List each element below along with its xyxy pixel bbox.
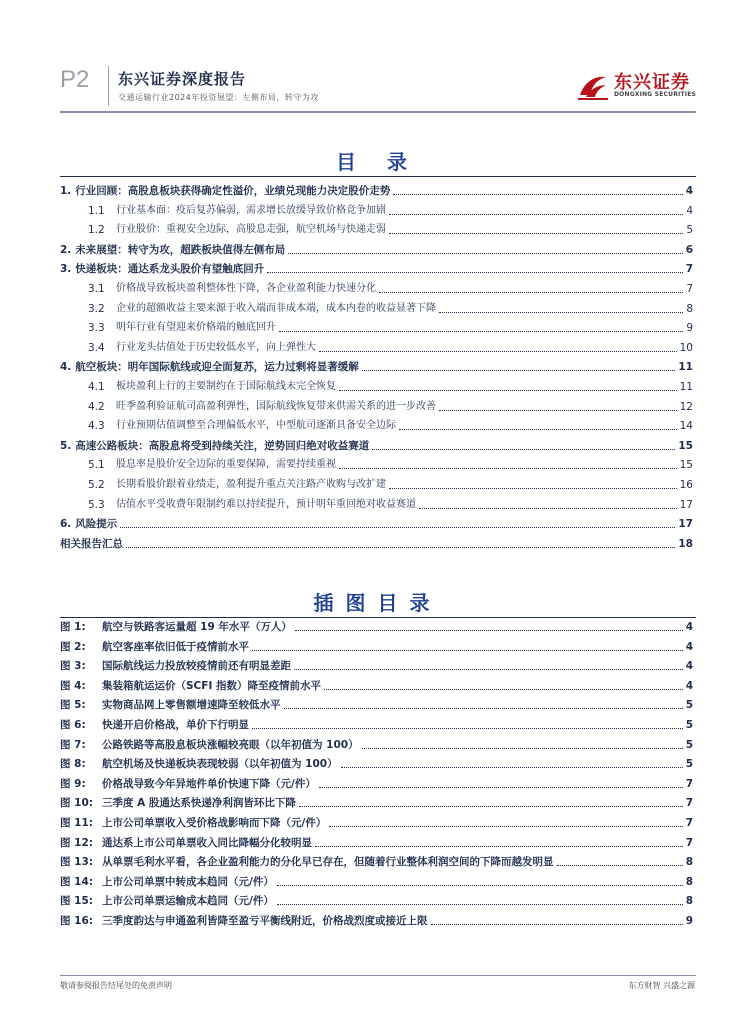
- toc-entry[interactable]: [88, 417, 693, 433]
- dot-leader: [439, 410, 677, 411]
- entry-page-number: 5: [686, 224, 693, 237]
- entry-number: 图 15:: [60, 895, 93, 908]
- entry-number: 4.: [60, 361, 72, 374]
- figure-entry[interactable]: [60, 716, 693, 732]
- figure-entry[interactable]: [60, 677, 693, 693]
- entry-text: 快递开启价格战，单价下行明显: [102, 719, 249, 731]
- entry-page-number: 4: [685, 621, 693, 633]
- entry-text: 行业股价：重视安全边际，高股息走强，航空机场与快递走弱: [116, 224, 386, 236]
- entry-text: 风险提示: [75, 518, 118, 531]
- entry-page-number: 9: [685, 915, 693, 927]
- entry-page-number: 18: [678, 537, 693, 550]
- company-logo: [576, 66, 696, 106]
- footer-disclaimer: 敬请参阅报告结尾处的免责声明: [60, 981, 172, 990]
- entry-page-number: 7: [685, 797, 693, 810]
- entry-page-number: 16: [679, 479, 693, 491]
- entry-text: 三季度韵达与申通盈利皆降至盈亏平衡线附近，价格战烈度或接近上限: [102, 915, 428, 927]
- toc-entry[interactable]: [60, 241, 693, 257]
- entry-text: 估值水平受收费年限制约难以持续提升，预计明年重回绝对收益赛道: [116, 498, 416, 510]
- entry-text: 行业龙头估值处于历史较低水平，向上弹性大: [116, 341, 316, 353]
- figures-title: 插图目录: [313, 591, 442, 615]
- dot-leader: [393, 194, 682, 195]
- dot-leader: [431, 924, 683, 925]
- dot-leader: [389, 214, 683, 215]
- header-separator: [108, 66, 109, 106]
- entry-number: 3.3: [88, 322, 105, 335]
- entry-number: 图 1:: [60, 621, 86, 633]
- toc-entry[interactable]: [60, 515, 693, 531]
- entry-text: 行业基本面：疫后复苏偏弱，需求增长放缓导致价格竞争加剧: [116, 204, 386, 216]
- entry-page-number: 7: [686, 283, 693, 295]
- entry-text: 公路铁路等高股息板块涨幅较亮眼（以年初值为 100）: [102, 738, 359, 751]
- entry-text: 行业预期估值调整至合理偏低水平，中型航司逐渐具备安全边际: [116, 420, 396, 432]
- dot-leader: [389, 488, 677, 489]
- dot-leader: [120, 527, 675, 528]
- entry-page-number: 8: [685, 856, 693, 869]
- entry-text: 快递板块：通达系龙头股价有望触底回升: [75, 263, 265, 276]
- entry-text: 实物商品网上零售额增速降至较低水平: [102, 699, 281, 712]
- toc-entry[interactable]: [88, 221, 693, 237]
- toc-entry[interactable]: [88, 202, 693, 218]
- entry-page-number: 4: [685, 679, 693, 692]
- entry-number: 3.: [60, 263, 72, 276]
- header-rule: [60, 111, 696, 113]
- entry-page-number: 7: [685, 836, 693, 849]
- dot-leader: [362, 748, 683, 749]
- entry-text: 航空机场及快递板块表现较弱（以年初值为 100）: [102, 758, 338, 771]
- entry-text: 通达系上市公司单票收入同比降幅分化较明显: [102, 836, 312, 849]
- dot-leader: [267, 272, 682, 273]
- entry-page-number: 17: [679, 498, 693, 511]
- entry-number: 4.3: [88, 420, 105, 433]
- entry-number: 图 12:: [60, 836, 93, 849]
- entry-text: 航空板块：明年国际航线或迎全面复苏，运力过剩将显著缓解: [75, 361, 359, 374]
- dot-leader: [284, 708, 683, 709]
- entry-text: 价格战导致板块盈利整体性下降，各企业盈利能力快速分化: [116, 283, 376, 294]
- entry-text: 板块盈利上行的主要制约在于国际航线未完全恢复: [116, 381, 336, 392]
- dot-leader: [277, 904, 683, 905]
- figure-entry[interactable]: [60, 755, 693, 771]
- entry-number: 1.2: [88, 224, 105, 237]
- entry-page-number: 8: [685, 895, 693, 908]
- entry-text: 价格战导致今年异地件单价快速下降（元/件）: [102, 777, 316, 790]
- entry-number: 5.2: [88, 479, 105, 491]
- entry-number: 图 6:: [60, 719, 86, 731]
- entry-number: 2.: [60, 243, 72, 256]
- entry-page-number: 4: [685, 640, 693, 653]
- entry-page-number: 7: [685, 817, 693, 829]
- page-header: [0, 0, 755, 125]
- figure-entry[interactable]: [60, 657, 693, 673]
- toc-entry[interactable]: [88, 280, 693, 296]
- figure-entry[interactable]: [60, 873, 693, 889]
- entry-page-number: 14: [679, 420, 693, 433]
- entry-page-number: 7: [685, 263, 693, 276]
- dot-leader: [439, 312, 683, 313]
- dot-leader: [372, 449, 675, 450]
- dot-leader: [288, 253, 682, 254]
- entry-number: 图 8:: [60, 758, 86, 771]
- toc-entry[interactable]: [60, 535, 693, 551]
- entry-number: 3.2: [88, 302, 105, 315]
- figure-entry[interactable]: [60, 853, 693, 869]
- dot-leader: [339, 390, 677, 391]
- entry-text: 航空与铁路客运量超 19 年水平（万人）: [102, 621, 292, 633]
- report-subtitle: 交通运输行业2024年投资展望：左侧布局，转守为攻: [118, 93, 319, 102]
- entry-page-number: 11: [679, 381, 693, 393]
- entry-number: 图 5:: [60, 699, 86, 712]
- entry-page-number: 11: [678, 361, 693, 374]
- figure-entry[interactable]: [60, 736, 693, 752]
- toc-entry[interactable]: [88, 476, 693, 492]
- figure-entry[interactable]: [60, 912, 693, 928]
- logo-text-cn: 东兴证券: [614, 72, 690, 93]
- entry-text: 从单票毛利水平看，各企业盈利能力的分化早已存在，但随着行业整体利润空间的下降而越发明显: [102, 856, 554, 869]
- entry-text: 航空客座率依旧低于疫情前水平: [102, 640, 249, 653]
- entry-text: 三季度 A 股通达系快递净利润皆环比下降: [102, 797, 296, 810]
- dot-leader: [379, 292, 683, 293]
- entry-text: 明年行业有望迎来价格端的触底回升: [116, 322, 276, 334]
- entry-page-number: 4: [685, 660, 693, 673]
- dot-leader: [295, 630, 683, 631]
- page-number: P2: [60, 66, 90, 93]
- figure-entry[interactable]: [60, 834, 693, 850]
- dot-leader: [299, 806, 683, 807]
- dot-leader: [389, 233, 683, 234]
- dot-leader: [557, 865, 683, 866]
- figure-entry[interactable]: [60, 618, 693, 634]
- toc-entry[interactable]: [88, 319, 693, 335]
- logo-emblem-icon: [576, 69, 610, 103]
- entry-page-number: 5: [685, 699, 693, 712]
- entry-number: 图 14:: [60, 875, 93, 888]
- toc-entry[interactable]: [88, 378, 693, 394]
- entry-page-number: 8: [686, 302, 693, 315]
- entry-page-number: 5: [685, 738, 693, 751]
- entry-text: 上市公司单票运输成本趋同（元/件）: [102, 895, 274, 908]
- entry-number: 5.1: [88, 459, 105, 472]
- entry-text: 相关报告汇总: [60, 537, 123, 550]
- entry-page-number: 5: [685, 719, 693, 731]
- dot-leader: [362, 370, 676, 371]
- entry-page-number: 17: [678, 518, 693, 531]
- toc-entry[interactable]: [88, 398, 693, 414]
- entry-number: 4.2: [88, 400, 105, 413]
- entry-number: 5.3: [88, 498, 105, 511]
- dot-leader: [324, 689, 683, 690]
- entry-text: 上市公司单票中转成本趋同（元/件）: [102, 875, 274, 888]
- dot-leader: [419, 508, 677, 509]
- dot-leader: [315, 846, 683, 847]
- footer-rule: [60, 975, 696, 976]
- entry-number: 6.: [60, 518, 72, 531]
- figure-entry[interactable]: [60, 892, 693, 908]
- entry-number: 图 2:: [60, 640, 86, 653]
- entry-number: 图 11:: [60, 817, 93, 829]
- entry-page-number: 12: [679, 400, 693, 413]
- entry-text: 长期看股价跟着业绩走，盈利提升重点关注路产收购与改扩建: [116, 479, 386, 490]
- figure-entry[interactable]: [60, 775, 693, 791]
- entry-number: 图 4:: [60, 679, 86, 692]
- report-title: 东兴证券深度报告: [118, 70, 247, 88]
- toc-entry[interactable]: [88, 456, 693, 472]
- entry-number: 4.1: [88, 381, 105, 393]
- footer-slogan: 东方财智 兴盛之源: [628, 981, 695, 990]
- dot-leader: [252, 728, 683, 729]
- entry-number: 图 13:: [60, 856, 93, 869]
- entry-number: 5.: [60, 439, 72, 452]
- dot-leader: [319, 351, 677, 352]
- entry-text: 国际航线运力投放较疫情前还有明显差距: [102, 660, 291, 673]
- entry-page-number: 9: [686, 322, 693, 335]
- entry-page-number: 4: [685, 185, 693, 197]
- figure-entry[interactable]: [60, 638, 693, 654]
- entry-page-number: 8: [685, 875, 693, 888]
- entry-text: 集装箱航运运价（SCFI 指数）降至疫情前水平: [102, 679, 322, 692]
- toc-entry[interactable]: [88, 300, 693, 316]
- dot-leader: [339, 468, 677, 469]
- entry-number: 1.: [60, 185, 72, 197]
- figure-entry[interactable]: [60, 794, 693, 810]
- dot-leader: [279, 331, 683, 332]
- entry-number: 图 16:: [60, 915, 93, 927]
- entry-number: 1.1: [88, 204, 105, 217]
- entry-page-number: 15: [678, 439, 693, 452]
- entry-page-number: 5: [685, 758, 693, 771]
- entry-text: 上市公司单票收入受价格战影响而下降（元/件）: [102, 817, 327, 829]
- toc-entry[interactable]: [60, 182, 693, 198]
- entry-page-number: 6: [685, 243, 693, 256]
- dot-leader: [341, 767, 683, 768]
- dot-leader: [319, 787, 683, 788]
- entry-text: 行业回顾：高股息板块获得确定性溢价，业绩兑现能力决定股价走势: [75, 185, 391, 197]
- entry-number: 图 9:: [60, 777, 86, 790]
- entry-number: 图 3:: [60, 660, 86, 673]
- dot-leader: [294, 669, 683, 670]
- toc-title-rule: [60, 176, 696, 177]
- dot-leader: [399, 429, 677, 430]
- toc-entry[interactable]: [88, 339, 693, 355]
- toc-title: 目 录: [336, 150, 419, 174]
- entry-text: 企业的超额收益主要来源于收入端而非成本端，成本内卷的收益显著下降: [116, 302, 436, 314]
- dot-leader: [126, 547, 675, 548]
- dot-leader: [252, 650, 683, 651]
- figure-entry[interactable]: [60, 814, 693, 830]
- entry-number: 图 7:: [60, 738, 86, 751]
- entry-text: 高速公路板块：高股息将受到持续关注，逆势回归绝对收益赛道: [75, 439, 370, 452]
- figure-entry[interactable]: [60, 696, 693, 712]
- entry-page-number: 7: [685, 777, 693, 790]
- entry-page-number: 15: [679, 459, 693, 472]
- dot-leader: [277, 885, 683, 886]
- toc-entry[interactable]: [60, 260, 693, 276]
- logo-text-en: DONGXING SECURITIES: [614, 91, 697, 98]
- entry-number: 图 10:: [60, 797, 93, 810]
- toc-entry[interactable]: [60, 358, 693, 374]
- dot-leader: [329, 826, 682, 827]
- toc-entry[interactable]: [60, 437, 693, 453]
- entry-text: 旺季盈利验证航司高盈利弹性，国际航线恢复带来供需关系的进一步改善: [116, 400, 436, 412]
- toc-entry[interactable]: [88, 496, 693, 512]
- entry-number: 3.1: [88, 283, 105, 295]
- entry-page-number: 4: [686, 204, 693, 217]
- entry-text: 未来展望：转守为攻，超跌板块值得左侧布局: [75, 243, 286, 256]
- entry-page-number: 10: [679, 341, 693, 354]
- entry-text: 股息率是股价安全边际的重要保障，需要持续重视: [116, 459, 336, 471]
- entry-number: 3.4: [88, 341, 105, 354]
